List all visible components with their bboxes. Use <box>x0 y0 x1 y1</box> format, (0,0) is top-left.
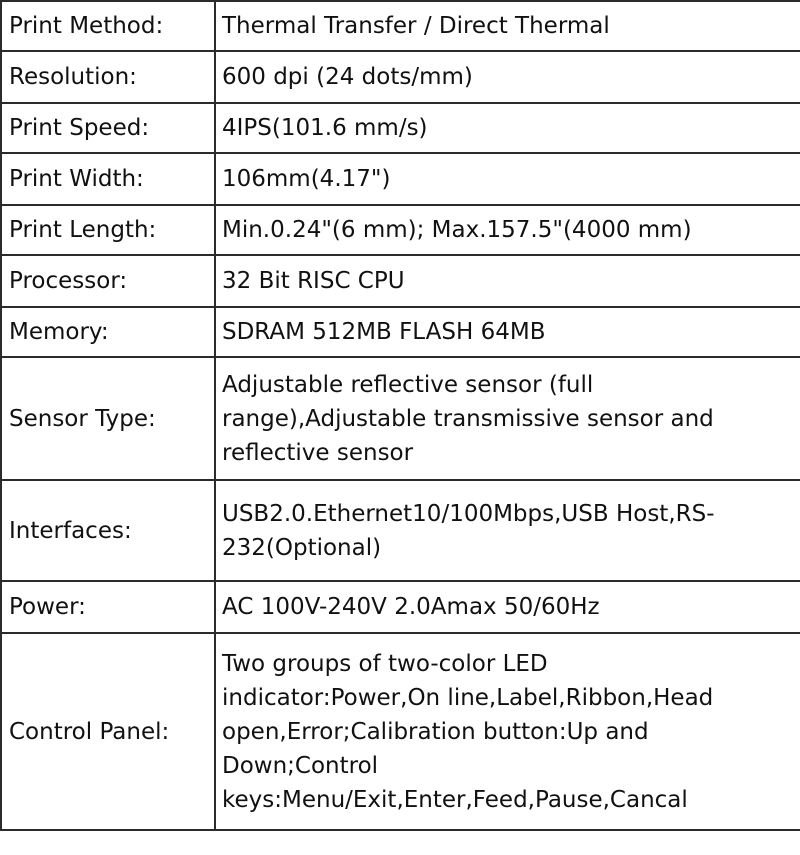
spec-label: Processor: <box>1 255 215 307</box>
spec-label: Interfaces: <box>1 480 215 581</box>
table-row <box>1 307 800 357</box>
spec-value: 4IPS(101.6 mm/s) <box>215 103 800 153</box>
spec-label: Print Speed: <box>1 103 215 153</box>
spec-label: Memory: <box>1 307 215 357</box>
spec-value: Thermal Transfer / Direct Thermal <box>215 1 800 51</box>
spec-value: USB2.0.Ethernet10/100Mbps,USB Host,RS-232(Optional) <box>215 480 800 581</box>
table-row <box>1 153 800 205</box>
spec-value: 106mm(4.17") <box>215 153 800 205</box>
table-row <box>1 205 800 255</box>
spec-label: Print Width: <box>1 153 215 205</box>
spec-value: SDRAM 512MB FLASH 64MB <box>215 307 800 357</box>
spec-label: Control Panel: <box>1 633 215 830</box>
table-row <box>1 357 800 480</box>
spec-label: Sensor Type: <box>1 357 215 480</box>
table-row <box>1 581 800 633</box>
spec-value: 600 dpi (24 dots/mm) <box>215 51 800 103</box>
table-row <box>1 103 800 153</box>
spec-value: Two groups of two-color LED indicator:Power,On line,Label,Ribbon,Head open,Error;Calibration button:Up and Down;Control keys:Menu/Exit,Enter,Feed,Pause,Cancal <box>215 633 800 830</box>
table-row <box>1 633 800 830</box>
table-row <box>1 255 800 307</box>
spec-label: Power: <box>1 581 215 633</box>
spec-value: AC 100V-240V 2.0Amax 50/60Hz <box>215 581 800 633</box>
spec-label: Print Length: <box>1 205 215 255</box>
spec-value: Adjustable reflective sensor (full range),Adjustable transmissive sensor and reflective sensor <box>215 357 800 480</box>
spec-label: Resolution: <box>1 51 215 103</box>
spec-value: Min.0.24"(6 mm); Max.157.5"(4000 mm) <box>215 205 800 255</box>
spec-label: Print Method: <box>1 1 215 51</box>
table-row <box>1 51 800 103</box>
spec-value: 32 Bit RISC CPU <box>215 255 800 307</box>
table-row <box>1 1 800 51</box>
table-row <box>1 480 800 581</box>
